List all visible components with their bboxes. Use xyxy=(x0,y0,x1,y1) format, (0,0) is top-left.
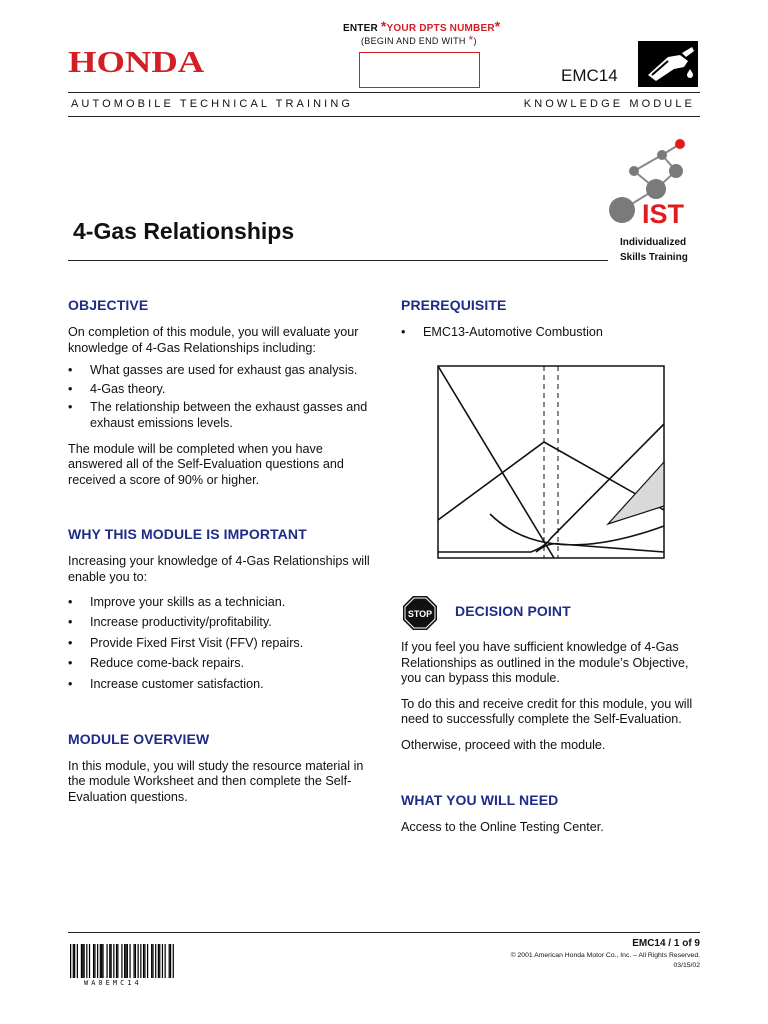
header-rule-top xyxy=(68,92,700,93)
dpts-hint xyxy=(361,33,477,47)
asterisk: * xyxy=(494,18,501,34)
ist-caption-line: Skills Training xyxy=(620,252,688,263)
decision-heading: DECISION POINT xyxy=(455,603,571,619)
begin-suffix: ) xyxy=(473,36,477,46)
decision-body xyxy=(401,640,701,835)
barcode-bar xyxy=(144,944,145,978)
ist-caption-line: Individualized xyxy=(620,237,687,248)
header-rule-bottom xyxy=(68,116,700,117)
fuel-nozzle-icon xyxy=(638,41,698,87)
barcode-bar xyxy=(73,944,74,978)
barcode-bar xyxy=(70,944,71,978)
barcode-bar xyxy=(143,944,144,978)
stop-label: STOP xyxy=(407,609,433,619)
stop-sign-icon xyxy=(403,596,437,630)
barcode-bar xyxy=(102,944,103,978)
barcode-bar xyxy=(159,944,160,978)
left-column xyxy=(68,297,373,805)
barcode-bar xyxy=(111,944,112,978)
overview-heading: MODULE OVERVIEW xyxy=(68,730,210,747)
decision-paragraph: To do this and receive credit for this module, you will need to successfully complete the Self-Evaluation. xyxy=(401,696,693,727)
barcode-bar xyxy=(151,944,152,978)
dpts-instruction xyxy=(343,18,500,34)
objective-completion: The module will be completed when you have answered all of the Self-Evaluation questions and received a score of 90% or higher. xyxy=(68,441,344,487)
title-rule xyxy=(68,260,608,261)
barcode-bar xyxy=(81,944,82,978)
need-text: Access to the Online Testing Center. xyxy=(401,819,604,834)
barcode-bar xyxy=(116,944,117,978)
barcode-bar xyxy=(170,944,171,978)
asterisk: * xyxy=(380,18,387,34)
barcode-bar xyxy=(140,944,141,978)
barcode-bar xyxy=(106,944,107,978)
dpts-field-label: YOUR DPTS NUMBER xyxy=(386,23,495,34)
barcode-bar xyxy=(165,944,166,978)
honda-logo: HONDA xyxy=(68,44,205,79)
barcode-bar xyxy=(113,944,114,978)
list-item: • EMC13-Automotive Combustion xyxy=(401,325,701,341)
list-item: • The relationship between the exhaust gasses and exhaust emissions levels. xyxy=(68,400,373,431)
list-item: • Provide Fixed First Visit (FFV) repairs. xyxy=(68,636,373,652)
ist-logo xyxy=(606,137,702,229)
barcode-bar xyxy=(82,944,83,978)
barcode-bar xyxy=(89,944,90,978)
barcode xyxy=(70,944,174,978)
barcode-text: WA0EMC14 xyxy=(84,979,142,987)
barcode-bar xyxy=(84,944,85,978)
barcode-bar xyxy=(135,944,136,978)
dpts-number-input[interactable] xyxy=(359,52,480,88)
list-item: • Increase productivity/profitability. xyxy=(68,615,373,631)
right-column xyxy=(401,297,701,341)
need-heading: WHAT YOU WILL NEED xyxy=(401,791,559,808)
barcode-bar xyxy=(125,944,126,978)
barcode-bar xyxy=(101,944,102,978)
asterisk: * xyxy=(468,33,474,47)
barcode-bar xyxy=(138,944,139,978)
barcode-bar xyxy=(97,944,98,978)
barcode-bar xyxy=(94,944,95,978)
objective-heading: OBJECTIVE xyxy=(68,297,149,313)
barcode-bar xyxy=(100,944,101,978)
barcode-bar xyxy=(124,944,125,978)
list-item: • 4-Gas theory. xyxy=(68,382,373,398)
enter-label: ENTER xyxy=(343,23,378,34)
why-list xyxy=(68,595,373,693)
decision-paragraph: If you feel you have sufficient knowledge of 4-Gas Relationships as outlined in the module’s Objective, you can bypass this module. xyxy=(401,640,689,686)
barcode-bar xyxy=(133,944,134,978)
barcode-bar xyxy=(77,944,78,978)
barcode-bar xyxy=(93,944,94,978)
list-item: • Improve your skills as a technician. xyxy=(68,595,373,611)
barcode-bar xyxy=(86,944,87,978)
revision-date: 03/15/02 xyxy=(673,962,700,969)
list-item: • What gasses are used for exhaust gas analysis. xyxy=(68,363,373,379)
barcode-bar xyxy=(109,944,110,978)
barcode-bar xyxy=(162,944,163,978)
list-item: • Reduce come-back repairs. xyxy=(68,656,373,672)
copyright: © 2001 American Honda Motor Co., Inc. – All Rights Reserved. xyxy=(510,952,700,959)
page-title: 4-Gas Relationships xyxy=(73,218,295,244)
barcode-bar xyxy=(127,944,128,978)
objective-list xyxy=(68,363,373,431)
barcode-bar xyxy=(158,944,159,978)
barcode-bar xyxy=(117,944,118,978)
overview-text: In this module, you will study the resource material in the module Worksheet and then complete the Self-Evaluation questions. xyxy=(68,758,364,804)
prerequisite-list xyxy=(401,325,701,341)
prerequisite-heading: PREREQUISITE xyxy=(401,297,507,313)
page-number: EMC14 / 1 of 9 xyxy=(632,938,700,949)
header-right-caption: KNOWLEDGE MODULE xyxy=(523,98,695,110)
barcode-bar xyxy=(74,944,75,978)
list-item: • Increase customer satisfaction. xyxy=(68,677,373,693)
gas-relationship-graph xyxy=(436,364,668,560)
why-intro: Increasing your knowledge of 4-Gas Relationships will enable you to: xyxy=(68,554,370,584)
barcode-bar xyxy=(121,944,122,978)
header-left-caption: AUTOMOBILE TECHNICAL TRAINING xyxy=(71,98,354,110)
barcode-bar xyxy=(169,944,170,978)
why-heading: WHY THIS MODULE IS IMPORTANT xyxy=(68,526,307,543)
ist-logo-text: IST xyxy=(642,199,685,229)
barcode-bar xyxy=(155,944,156,978)
barcode-bar xyxy=(173,944,174,978)
begin-label: (BEGIN AND END WITH xyxy=(361,36,466,46)
objective-intro: On completion of this module, you will evaluate your knowledge of 4-Gas Relationships including: xyxy=(68,325,359,355)
module-code: EMC14 xyxy=(561,66,618,85)
ist-caption xyxy=(620,235,688,265)
barcode-bar xyxy=(129,944,130,978)
decision-paragraph: Otherwise, proceed with the module. xyxy=(401,737,606,752)
barcode-bar xyxy=(152,944,153,978)
barcode-bar xyxy=(147,944,148,978)
footer-rule xyxy=(68,932,700,933)
